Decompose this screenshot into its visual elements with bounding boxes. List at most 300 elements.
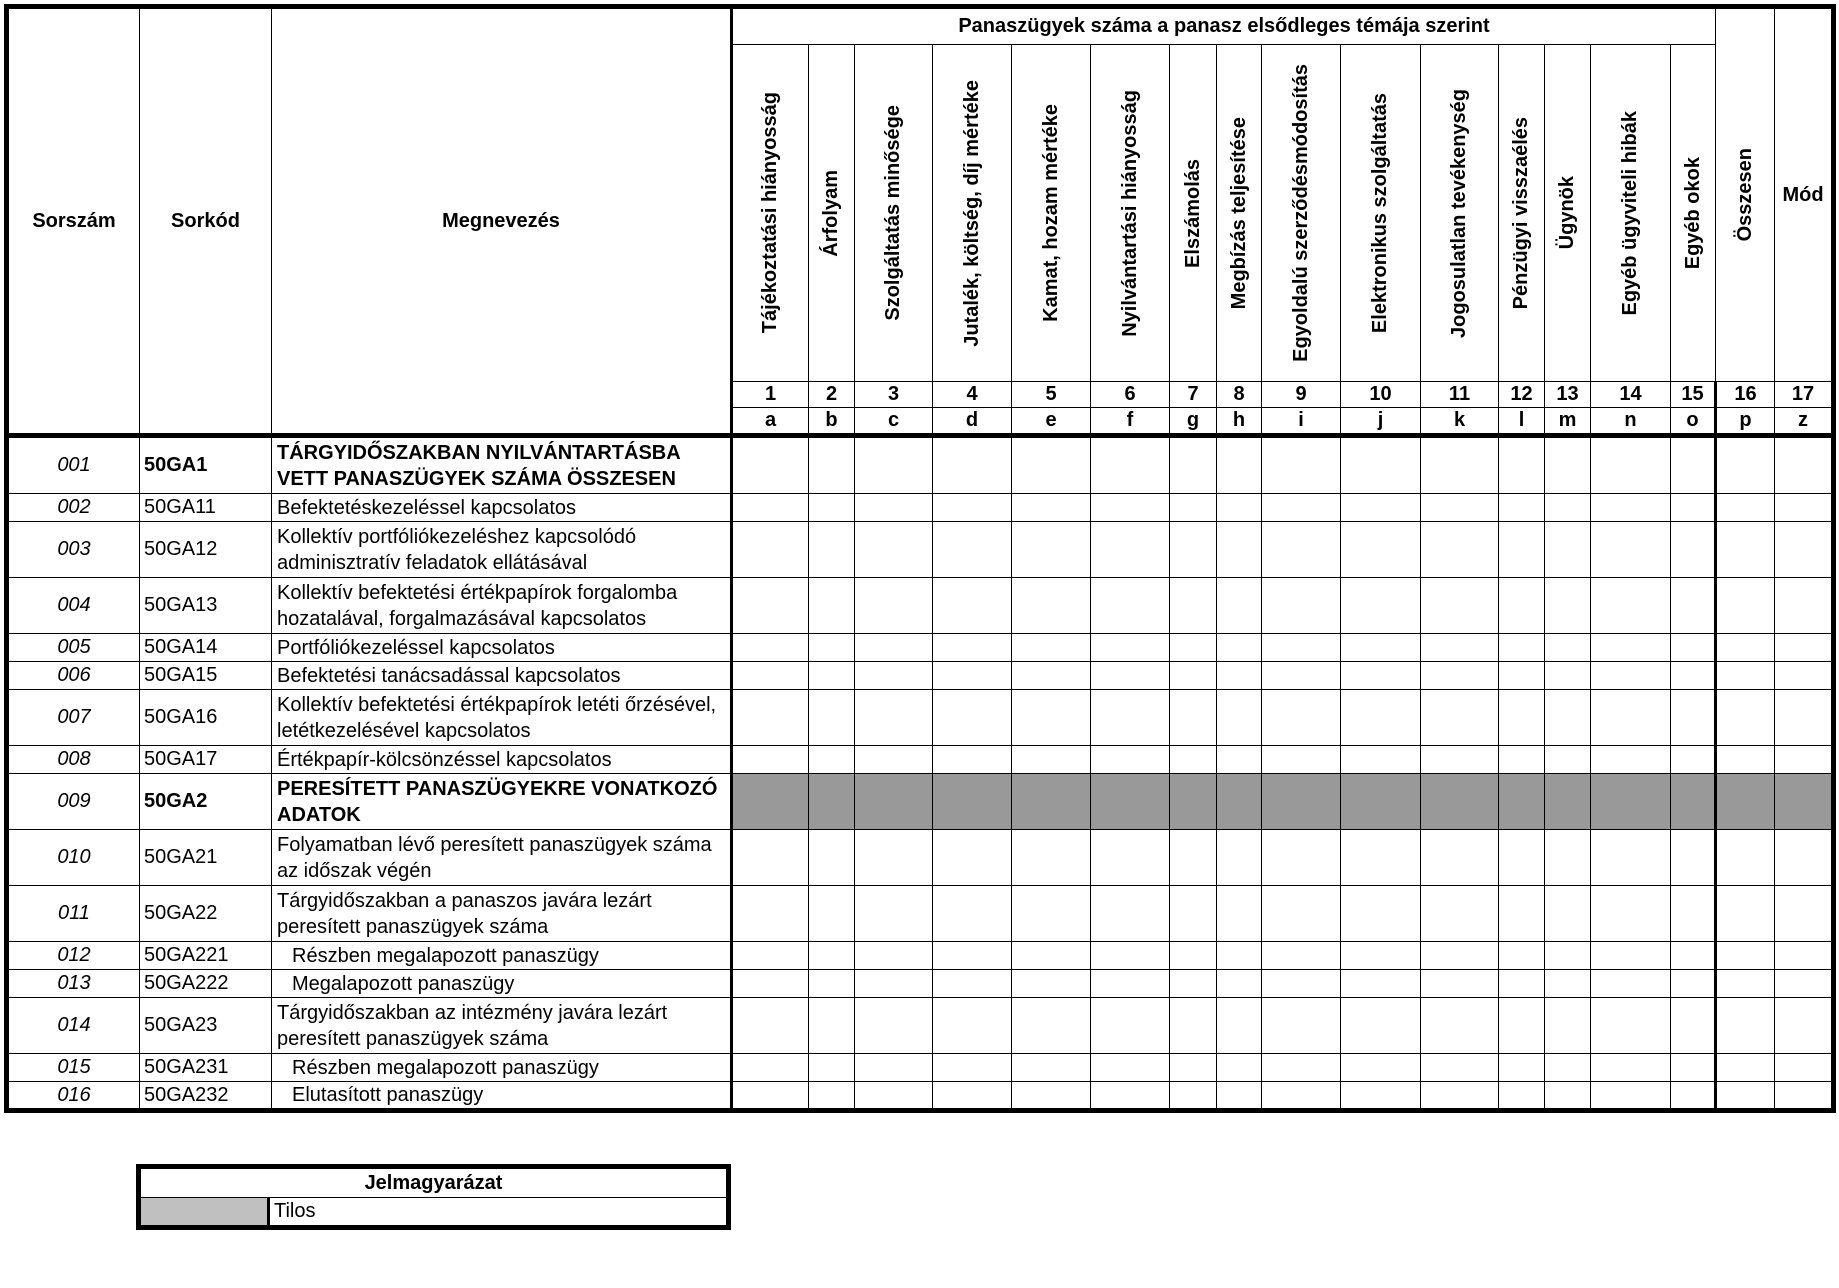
data-cell[interactable] <box>1775 1054 1834 1082</box>
data-cell[interactable] <box>1545 886 1591 942</box>
data-cell[interactable] <box>1499 436 1545 494</box>
data-cell[interactable] <box>732 746 809 774</box>
table-row <box>7 886 1834 942</box>
data-cell <box>1671 774 1716 830</box>
data-cell[interactable] <box>933 436 1012 494</box>
data-cell[interactable] <box>1499 1082 1545 1111</box>
data-cell[interactable] <box>1012 494 1091 522</box>
theme-header-cell <box>1499 45 1545 382</box>
data-cell[interactable] <box>1012 746 1091 774</box>
data-cell[interactable] <box>855 634 933 662</box>
theme-header-cell <box>1421 45 1499 382</box>
data-cell[interactable] <box>1262 746 1341 774</box>
data-cell[interactable] <box>1341 634 1421 662</box>
data-cell[interactable] <box>1421 634 1499 662</box>
data-cell[interactable] <box>809 970 855 998</box>
data-cell[interactable] <box>1421 436 1499 494</box>
data-cell[interactable] <box>1341 436 1421 494</box>
table-row <box>7 662 1834 690</box>
theme-header-cell <box>1591 45 1671 382</box>
data-cell[interactable] <box>1671 522 1716 578</box>
data-cell[interactable] <box>933 942 1012 970</box>
data-cell[interactable] <box>1716 690 1775 746</box>
data-cell[interactable] <box>1341 662 1421 690</box>
theme-number: 14 <box>1591 382 1671 408</box>
data-cell[interactable] <box>1499 830 1545 886</box>
theme-number: 7 <box>1170 382 1217 408</box>
data-cell[interactable] <box>855 662 933 690</box>
data-cell[interactable] <box>732 436 809 494</box>
data-cell[interactable] <box>1170 578 1217 634</box>
data-cell[interactable] <box>1499 578 1545 634</box>
data-cell[interactable] <box>1341 690 1421 746</box>
data-cell[interactable] <box>1012 578 1091 634</box>
data-cell[interactable] <box>933 634 1012 662</box>
data-cell[interactable] <box>1716 830 1775 886</box>
data-cell[interactable] <box>1170 970 1217 998</box>
data-cell[interactable] <box>1775 970 1834 998</box>
data-cell[interactable] <box>1775 634 1834 662</box>
data-cell[interactable] <box>1170 494 1217 522</box>
data-cell[interactable] <box>1499 998 1545 1054</box>
data-cell[interactable] <box>732 522 809 578</box>
row-sorkod: 50GA13 <box>140 578 272 634</box>
data-cell[interactable] <box>1591 662 1671 690</box>
data-cell[interactable] <box>1217 578 1262 634</box>
data-cell[interactable] <box>1591 746 1671 774</box>
data-cell[interactable] <box>1170 1054 1217 1082</box>
data-cell[interactable] <box>1262 578 1341 634</box>
data-cell[interactable] <box>1262 662 1341 690</box>
data-cell[interactable] <box>1091 942 1170 970</box>
data-cell[interactable] <box>1499 942 1545 970</box>
data-cell[interactable] <box>1091 830 1170 886</box>
data-cell[interactable] <box>1091 998 1170 1054</box>
theme-number: 8 <box>1217 382 1262 408</box>
theme-letter: j <box>1341 408 1421 436</box>
data-cell[interactable] <box>1591 942 1671 970</box>
data-cell[interactable] <box>1217 942 1262 970</box>
data-cell[interactable] <box>1341 886 1421 942</box>
data-cell[interactable] <box>1671 662 1716 690</box>
data-cell[interactable] <box>1170 690 1217 746</box>
data-cell[interactable] <box>1545 830 1591 886</box>
data-cell[interactable] <box>1421 970 1499 998</box>
data-cell[interactable] <box>809 830 855 886</box>
data-cell[interactable] <box>1421 662 1499 690</box>
data-cell[interactable] <box>1545 578 1591 634</box>
data-cell[interactable] <box>1716 1054 1775 1082</box>
data-cell[interactable] <box>732 886 809 942</box>
data-cell[interactable] <box>1217 494 1262 522</box>
data-cell[interactable] <box>855 746 933 774</box>
theme-header-cell <box>1217 45 1262 382</box>
data-cell[interactable] <box>1091 494 1170 522</box>
data-cell[interactable] <box>1545 634 1591 662</box>
data-cell[interactable] <box>1170 522 1217 578</box>
row-sorszam: 003 <box>7 522 140 578</box>
data-cell[interactable] <box>1671 746 1716 774</box>
data-cell[interactable] <box>1545 690 1591 746</box>
theme-label: Szolgáltatás minősége <box>882 105 904 321</box>
data-cell[interactable] <box>933 886 1012 942</box>
data-cell[interactable] <box>732 690 809 746</box>
data-cell[interactable] <box>1545 746 1591 774</box>
data-cell[interactable] <box>1091 1054 1170 1082</box>
data-cell[interactable] <box>732 1082 809 1111</box>
data-cell[interactable] <box>1217 970 1262 998</box>
data-cell[interactable] <box>855 522 933 578</box>
data-cell[interactable] <box>1775 522 1834 578</box>
data-cell[interactable] <box>1591 830 1671 886</box>
data-cell[interactable] <box>809 662 855 690</box>
data-cell[interactable] <box>1499 746 1545 774</box>
data-cell[interactable] <box>1545 494 1591 522</box>
data-cell[interactable] <box>1545 1054 1591 1082</box>
data-cell[interactable] <box>1716 1082 1775 1111</box>
data-cell[interactable] <box>732 942 809 970</box>
data-cell[interactable] <box>732 578 809 634</box>
data-cell[interactable] <box>1775 942 1834 970</box>
data-cell[interactable] <box>1499 690 1545 746</box>
data-cell[interactable] <box>1091 436 1170 494</box>
data-cell[interactable] <box>1262 942 1341 970</box>
data-cell[interactable] <box>1591 1082 1671 1111</box>
data-cell[interactable] <box>1341 1054 1421 1082</box>
data-cell[interactable] <box>1091 578 1170 634</box>
data-cell[interactable] <box>1591 690 1671 746</box>
row-sorszam: 007 <box>7 690 140 746</box>
table-row <box>7 494 1834 522</box>
data-cell[interactable] <box>809 494 855 522</box>
data-cell[interactable] <box>1671 1082 1716 1111</box>
data-cell[interactable] <box>1262 1082 1341 1111</box>
data-cell[interactable] <box>1170 942 1217 970</box>
legend-label-forbidden: Tilos <box>269 1198 729 1228</box>
data-cell[interactable] <box>933 1082 1012 1111</box>
data-cell[interactable] <box>1671 634 1716 662</box>
data-cell[interactable] <box>1170 886 1217 942</box>
row-sorszam: 011 <box>7 886 140 942</box>
data-cell[interactable] <box>1775 1082 1834 1111</box>
theme-label: Egyoldalú szerződésmódosítás <box>1289 64 1312 362</box>
data-cell[interactable] <box>1421 578 1499 634</box>
data-cell[interactable] <box>1671 942 1716 970</box>
data-cell[interactable] <box>1671 578 1716 634</box>
data-cell[interactable] <box>1499 494 1545 522</box>
data-cell[interactable] <box>1671 690 1716 746</box>
data-cell[interactable] <box>1217 1082 1262 1111</box>
data-cell[interactable] <box>1262 494 1341 522</box>
theme-number: 12 <box>1499 382 1545 408</box>
theme-label: Jogosulatlan tevékenység <box>1448 88 1470 338</box>
data-cell[interactable] <box>855 886 933 942</box>
data-cell[interactable] <box>1716 746 1775 774</box>
data-cell[interactable] <box>1091 690 1170 746</box>
data-cell[interactable] <box>809 886 855 942</box>
data-cell[interactable] <box>855 494 933 522</box>
data-cell[interactable] <box>1012 662 1091 690</box>
data-cell[interactable] <box>1421 494 1499 522</box>
data-cell[interactable] <box>1591 998 1671 1054</box>
row-sorszam: 012 <box>7 942 140 970</box>
data-cell[interactable] <box>1091 970 1170 998</box>
row-sorkod: 50GA2 <box>140 774 272 830</box>
data-cell[interactable] <box>732 662 809 690</box>
data-cell[interactable] <box>732 494 809 522</box>
data-cell[interactable] <box>732 998 809 1054</box>
data-cell[interactable] <box>855 942 933 970</box>
data-cell[interactable] <box>1591 522 1671 578</box>
data-cell[interactable] <box>732 1054 809 1082</box>
data-cell[interactable] <box>1012 1054 1091 1082</box>
data-cell[interactable] <box>933 662 1012 690</box>
data-cell[interactable] <box>1671 830 1716 886</box>
data-cell[interactable] <box>1262 690 1341 746</box>
data-cell[interactable] <box>1671 436 1716 494</box>
data-cell[interactable] <box>1421 942 1499 970</box>
table-header <box>7 7 1834 436</box>
data-cell[interactable] <box>855 690 933 746</box>
theme-number: 5 <box>1012 382 1091 408</box>
data-cell[interactable] <box>1421 886 1499 942</box>
data-cell[interactable] <box>855 436 933 494</box>
data-cell[interactable] <box>1217 746 1262 774</box>
data-cell[interactable] <box>809 436 855 494</box>
data-cell <box>732 774 809 830</box>
data-cell[interactable] <box>1545 436 1591 494</box>
data-cell[interactable] <box>1012 942 1091 970</box>
data-cell[interactable] <box>1091 662 1170 690</box>
data-cell[interactable] <box>1012 634 1091 662</box>
data-cell[interactable] <box>1421 830 1499 886</box>
data-cell[interactable] <box>1091 886 1170 942</box>
data-cell[interactable] <box>1341 494 1421 522</box>
data-cell[interactable] <box>1499 970 1545 998</box>
data-cell[interactable] <box>1775 998 1834 1054</box>
data-cell[interactable] <box>1499 662 1545 690</box>
data-cell[interactable] <box>1262 886 1341 942</box>
row-sorszam: 001 <box>7 436 140 494</box>
data-cell[interactable] <box>1499 1054 1545 1082</box>
data-cell[interactable] <box>1716 436 1775 494</box>
header-osszesen <box>1716 7 1775 382</box>
data-cell[interactable] <box>1716 886 1775 942</box>
data-cell[interactable] <box>1716 998 1775 1054</box>
theme-header-cell <box>1545 45 1591 382</box>
data-cell[interactable] <box>855 1054 933 1082</box>
data-cell[interactable] <box>1716 522 1775 578</box>
row-sorkod: 50GA14 <box>140 634 272 662</box>
data-cell[interactable] <box>1591 634 1671 662</box>
data-cell[interactable] <box>1170 662 1217 690</box>
data-cell[interactable] <box>1545 998 1591 1054</box>
data-cell[interactable] <box>1262 436 1341 494</box>
data-cell[interactable] <box>1775 662 1834 690</box>
data-cell[interactable] <box>1671 1054 1716 1082</box>
data-cell[interactable] <box>1091 522 1170 578</box>
data-cell[interactable] <box>732 634 809 662</box>
data-cell[interactable] <box>1545 942 1591 970</box>
data-cell[interactable] <box>1591 970 1671 998</box>
row-sorszam: 016 <box>7 1082 140 1111</box>
data-cell[interactable] <box>1421 998 1499 1054</box>
data-cell[interactable] <box>1012 830 1091 886</box>
data-cell[interactable] <box>1341 830 1421 886</box>
data-cell[interactable] <box>1217 662 1262 690</box>
data-cell[interactable] <box>1012 886 1091 942</box>
data-cell[interactable] <box>855 1082 933 1111</box>
data-cell[interactable] <box>1671 998 1716 1054</box>
data-cell[interactable] <box>1716 942 1775 970</box>
row-sorszam: 008 <box>7 746 140 774</box>
data-cell[interactable] <box>1262 522 1341 578</box>
data-cell[interactable] <box>1170 436 1217 494</box>
data-cell[interactable] <box>1012 690 1091 746</box>
data-cell[interactable] <box>933 746 1012 774</box>
data-cell[interactable] <box>933 690 1012 746</box>
data-cell[interactable] <box>1591 494 1671 522</box>
data-cell[interactable] <box>1341 942 1421 970</box>
data-cell[interactable] <box>1341 522 1421 578</box>
data-cell[interactable] <box>855 830 933 886</box>
data-cell[interactable] <box>1341 970 1421 998</box>
data-cell[interactable] <box>809 634 855 662</box>
data-cell[interactable] <box>809 690 855 746</box>
data-cell[interactable] <box>1421 1082 1499 1111</box>
data-cell[interactable] <box>1775 690 1834 746</box>
data-cell[interactable] <box>1591 436 1671 494</box>
data-cell[interactable] <box>933 970 1012 998</box>
data-cell <box>809 774 855 830</box>
data-cell[interactable] <box>1591 578 1671 634</box>
data-cell[interactable] <box>1217 998 1262 1054</box>
data-cell[interactable] <box>1217 634 1262 662</box>
data-cell[interactable] <box>1262 1054 1341 1082</box>
data-cell[interactable] <box>933 998 1012 1054</box>
data-cell <box>1217 774 1262 830</box>
data-cell[interactable] <box>1775 886 1834 942</box>
data-cell[interactable] <box>809 1054 855 1082</box>
data-cell[interactable] <box>1671 494 1716 522</box>
data-cell[interactable] <box>855 578 933 634</box>
data-cell[interactable] <box>1262 830 1341 886</box>
data-cell[interactable] <box>1545 662 1591 690</box>
data-cell[interactable] <box>1545 1082 1591 1111</box>
data-cell[interactable] <box>1091 634 1170 662</box>
data-cell[interactable] <box>1421 1054 1499 1082</box>
data-cell[interactable] <box>1012 1082 1091 1111</box>
row-sorszam: 014 <box>7 998 140 1054</box>
data-cell[interactable] <box>1217 436 1262 494</box>
data-cell[interactable] <box>1012 998 1091 1054</box>
data-cell[interactable] <box>809 942 855 970</box>
theme-header-cell <box>1262 45 1341 382</box>
data-cell[interactable] <box>809 578 855 634</box>
data-cell <box>933 774 1012 830</box>
data-cell[interactable] <box>1591 886 1671 942</box>
data-cell[interactable] <box>809 1082 855 1111</box>
data-cell[interactable] <box>1545 970 1591 998</box>
data-cell[interactable] <box>809 746 855 774</box>
data-cell[interactable] <box>1341 746 1421 774</box>
data-cell[interactable] <box>933 830 1012 886</box>
data-cell[interactable] <box>1170 1082 1217 1111</box>
data-cell[interactable] <box>1499 634 1545 662</box>
theme-label: Egyéb ügyviteli hibák <box>1619 110 1641 316</box>
data-cell[interactable] <box>1217 522 1262 578</box>
data-cell[interactable] <box>809 998 855 1054</box>
data-cell[interactable] <box>1716 634 1775 662</box>
data-cell[interactable] <box>933 1054 1012 1082</box>
row-sorkod: 50GA11 <box>140 494 272 522</box>
data-cell[interactable] <box>732 970 809 998</box>
data-cell[interactable] <box>1716 494 1775 522</box>
data-cell[interactable] <box>1170 830 1217 886</box>
data-cell[interactable] <box>1262 998 1341 1054</box>
data-cell[interactable] <box>1091 1082 1170 1111</box>
data-cell[interactable] <box>1341 998 1421 1054</box>
data-cell[interactable] <box>1217 1054 1262 1082</box>
data-cell[interactable] <box>1671 970 1716 998</box>
row-sorkod: 50GA221 <box>140 942 272 970</box>
data-cell[interactable] <box>1421 522 1499 578</box>
data-cell[interactable] <box>1775 578 1834 634</box>
data-cell[interactable] <box>1421 746 1499 774</box>
data-cell[interactable] <box>1671 886 1716 942</box>
data-cell[interactable] <box>1012 970 1091 998</box>
data-cell <box>1012 774 1091 830</box>
theme-letter: a <box>732 408 809 436</box>
legend-swatch-forbidden <box>139 1198 269 1228</box>
data-cell[interactable] <box>1262 634 1341 662</box>
theme-letter: o <box>1671 408 1716 436</box>
data-cell[interactable] <box>1341 578 1421 634</box>
data-cell[interactable] <box>1217 886 1262 942</box>
data-cell[interactable] <box>933 522 1012 578</box>
data-cell[interactable] <box>1716 662 1775 690</box>
data-cell[interactable] <box>1421 690 1499 746</box>
data-cell[interactable] <box>809 522 855 578</box>
data-cell[interactable] <box>1499 522 1545 578</box>
data-cell[interactable] <box>1775 494 1834 522</box>
data-cell[interactable] <box>1775 746 1834 774</box>
data-cell[interactable] <box>1499 886 1545 942</box>
data-cell[interactable] <box>1262 970 1341 998</box>
data-cell[interactable] <box>1716 970 1775 998</box>
data-cell[interactable] <box>855 998 933 1054</box>
data-cell[interactable] <box>1091 746 1170 774</box>
data-cell[interactable] <box>1545 522 1591 578</box>
data-cell[interactable] <box>1170 998 1217 1054</box>
data-cell[interactable] <box>1170 634 1217 662</box>
data-cell[interactable] <box>1341 1082 1421 1111</box>
data-cell[interactable] <box>855 970 933 998</box>
data-cell[interactable] <box>1775 830 1834 886</box>
data-cell[interactable] <box>1591 1054 1671 1082</box>
data-cell[interactable] <box>732 830 809 886</box>
data-cell[interactable] <box>1775 436 1834 494</box>
data-cell[interactable] <box>933 494 1012 522</box>
data-cell[interactable] <box>1012 436 1091 494</box>
data-cell[interactable] <box>1716 578 1775 634</box>
data-cell[interactable] <box>933 578 1012 634</box>
data-cell[interactable] <box>1012 522 1091 578</box>
row-name: PERESÍTETT PANASZÜGYEKRE VONATKOZÓ ADATOK <box>272 774 732 830</box>
data-cell[interactable] <box>1217 830 1262 886</box>
data-cell[interactable] <box>1217 690 1262 746</box>
data-cell[interactable] <box>1170 746 1217 774</box>
